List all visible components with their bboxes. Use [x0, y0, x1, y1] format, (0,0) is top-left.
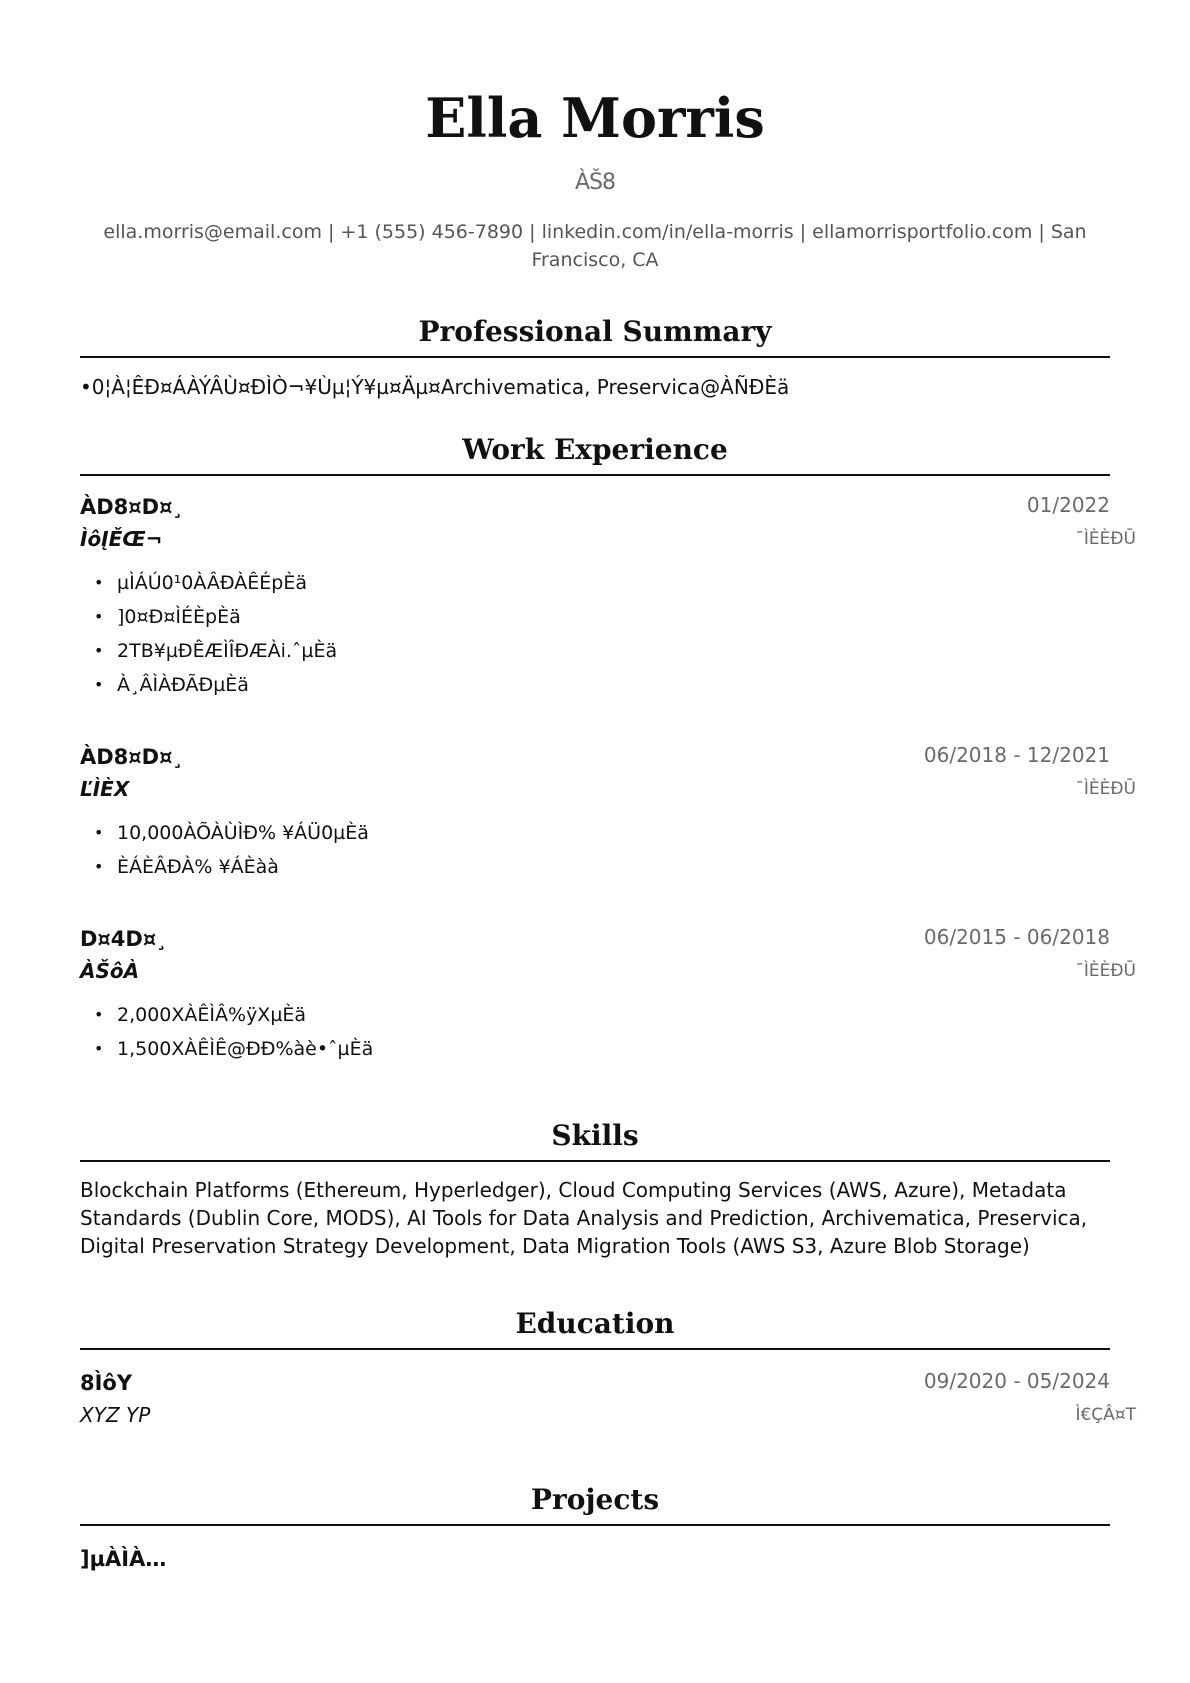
bullet-item: • 1,500XÀÊÌÊ@ÐÐ%àè•ˆµÈä: [80, 1032, 1110, 1066]
projects-heading: Projects: [80, 1480, 1110, 1526]
job-dates: 01/2022: [1026, 493, 1110, 517]
job-bullets: [80, 566, 1110, 702]
bullet-item: • À¸ÂÌÀÐÃÐµÈä: [80, 668, 1110, 702]
degree-name: 8ÌôY: [80, 1371, 133, 1395]
job-location: ¯ÌÈÈÐŪ: [1075, 779, 1136, 799]
candidate-title: ÀŠ8: [574, 170, 615, 195]
school-location: Ì€ÇÂ¤T: [1075, 1405, 1136, 1425]
education-dates: 09/2020 - 05/2024: [923, 1369, 1110, 1393]
summary-section: [80, 312, 1110, 400]
company-name: ĽÌÈX: [80, 777, 130, 801]
company-name: ÌôĮĚŒ¬: [80, 527, 163, 551]
bullet-item: • 2TB¥µÐÊÆÌÎÐÆÀi.ˆµÈä: [80, 634, 1110, 668]
education-section: [80, 1304, 1136, 1434]
job-title: D¤4D¤¸: [80, 927, 167, 951]
work-entry: [80, 922, 1136, 1066]
job-location: ¯ÌÈÈÐŪ: [1075, 961, 1136, 981]
skills-text: Blockchain Platforms (Ethereum, Hyperledger), Cloud Computing Services (AWS, Azure), Metadata Standards (Dublin Core, MODS), AI Tools for Data Analysis and Prediction, Archivematica, Preservica, Digital Preservation Strategy Development, Data Migration Tools (AWS S3, Azure Blob Storage): [80, 1178, 1088, 1258]
work-experience-section: [80, 430, 1136, 1066]
work-entry: [80, 490, 1136, 702]
bullet-item: • 2,000XÀÊÌÂ%ÿXµÈä: [80, 998, 1110, 1032]
bullet-item: • 10,000ÀÕÀÙÌÐ% ¥ÁÜ0µÈä: [80, 816, 1110, 850]
summary-text: •0¦À¦ÊÐ¤ÁÀÝÂÙ¤ÐÌÒ¬¥Ùµ¦Ý¥µ¤Äµ¤Archivematica, Preservica@ÀÑÐÈä: [80, 375, 790, 399]
project-title: ]µÀÌÀ…: [80, 1547, 167, 1571]
school-name: XYZ YP: [80, 1403, 151, 1427]
projects-section: [80, 1480, 1110, 1576]
job-dates: 06/2015 - 06/2018: [923, 925, 1110, 949]
skills-heading: Skills: [80, 1116, 1110, 1162]
job-bullets: [80, 998, 1110, 1066]
education-entry: [80, 1366, 1136, 1434]
job-dates: 06/2018 - 12/2021: [923, 743, 1110, 767]
resume-content: [80, 78, 1136, 1576]
bullet-item: • ÈÁÈÂÐÀ% ¥ÁÈàà: [80, 850, 1110, 884]
candidate-name: Ella Morris: [425, 86, 765, 150]
work-experience-heading: Work Experience: [80, 430, 1110, 476]
job-bullets: [80, 816, 1110, 884]
education-heading: Education: [80, 1304, 1110, 1350]
bullet-item: • ]0¤Ð¤ÌÉÈpÈä: [80, 600, 1110, 634]
summary-heading: Professional Summary: [80, 312, 1110, 358]
work-entry: [80, 740, 1136, 884]
job-location: ¯ÌÈÈÐŪ: [1075, 529, 1136, 549]
bullet-item: • µÌÁÚ0¹0ÀÂÐÀÊÉpÈä: [80, 566, 1110, 600]
job-title: ÀD8¤D¤¸: [80, 495, 183, 519]
contact-line: ella.morris@email.com | +1 (555) 456-7890 | linkedin.com/in/ella-morris | ellamorrisportfolio.com | San Francisco, CA: [103, 221, 1087, 271]
project-entry: [80, 1542, 1110, 1576]
job-title: ÀD8¤D¤¸: [80, 745, 183, 769]
company-name: ÀŠôÀ: [80, 959, 140, 983]
skills-section: [80, 1116, 1110, 1260]
